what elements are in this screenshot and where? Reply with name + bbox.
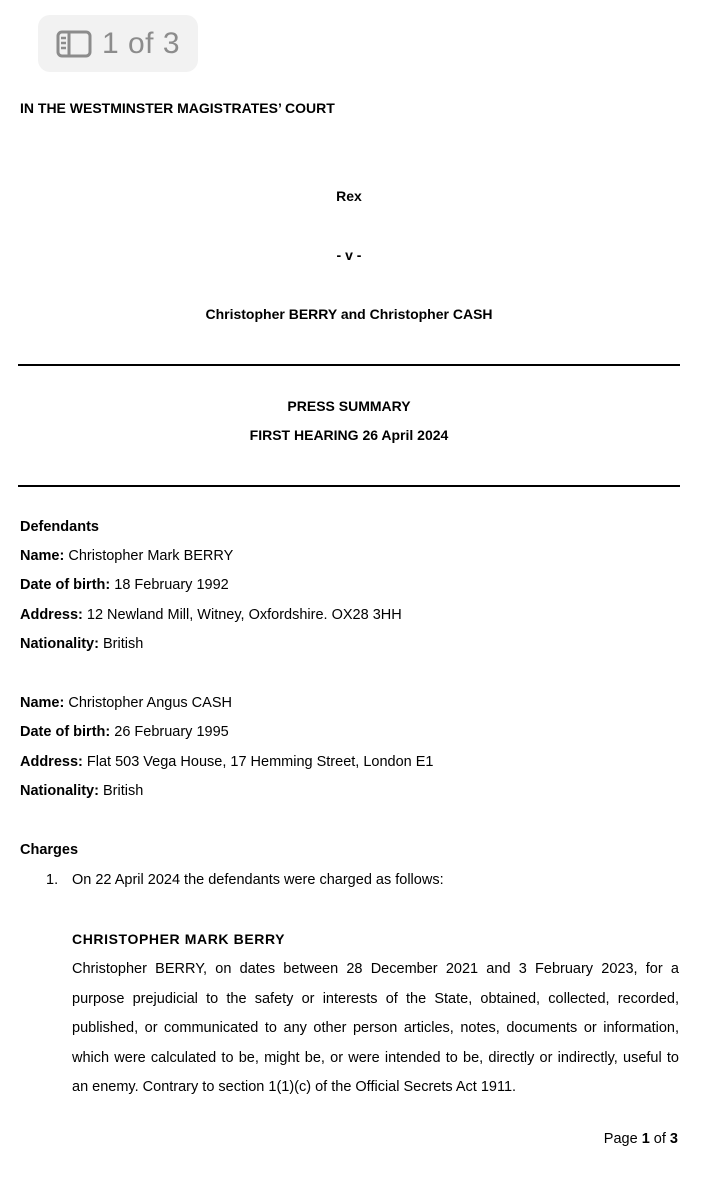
footer-total-pages: 3 — [669, 1131, 678, 1147]
defendant-2-dob — [20, 724, 229, 740]
address-label: Address: — [20, 607, 83, 623]
name-value: Christopher Mark BERRY — [68, 548, 234, 564]
sidebar-icon — [56, 30, 92, 58]
defendant-2-name — [20, 695, 232, 711]
prosecution: Rex — [336, 188, 362, 204]
name-value: Christopher Angus CASH — [68, 695, 232, 711]
nationality-value: British — [102, 636, 144, 652]
defendants-heading: Defendants — [20, 519, 99, 535]
defendant-1-dob — [20, 577, 229, 593]
address-label: Address: — [20, 754, 83, 770]
defendants-line: Christopher BERRY and Christopher CASH — [205, 306, 493, 322]
dob-label: Date of birth: — [20, 577, 111, 593]
charge-title: CHRISTOPHER MARK BERRY — [72, 931, 286, 947]
address-value: Flat 503 Vega House, 17 Hemming Street, London E1 — [86, 754, 434, 770]
defendant-1-address — [20, 607, 402, 623]
hearing-date: FIRST HEARING 26 April 2024 — [249, 427, 449, 443]
charge-text: Christopher BERRY, on dates between 28 December 2021 and 3 February 2023, for a purpose prejudicial to the safety or interests of the State, obtained, collected, recorded, published, or communicated to any other person articles, notes, documents or information, which were calculated to be, might be, or were intended to be, directly or indirectly, useful to an enemy. Contrary to section 1(1)(c) of the Official Secrets Act 1911. — [72, 961, 679, 1095]
page-indicator-text: 1 of 3 — [101, 26, 181, 60]
footer-page-word: Page — [603, 1131, 638, 1147]
nationality-label: Nationality: — [20, 783, 99, 799]
footer-current-page: 1 — [641, 1131, 650, 1147]
charge-item-number: 1. — [46, 872, 59, 888]
divider-bottom — [18, 485, 680, 487]
court-heading: IN THE WESTMINSTER MAGISTRATES’ COURT — [20, 100, 335, 116]
charge-item-text: On 22 April 2024 the defendants were charged as follows: — [72, 872, 444, 888]
footer-of-word: of — [653, 1131, 666, 1147]
name-label: Name: — [20, 548, 65, 564]
summary-title: PRESS SUMMARY — [287, 398, 411, 414]
page-footer — [604, 1131, 678, 1147]
charges-heading: Charges — [20, 842, 79, 858]
divider-top — [18, 364, 680, 366]
defendant-1-name — [20, 548, 233, 564]
nationality-label: Nationality: — [20, 636, 99, 652]
defendant-2-nationality — [20, 783, 143, 799]
name-label: Name: — [20, 695, 65, 711]
versus: - v - — [336, 247, 362, 263]
dob-value: 26 February 1995 — [114, 724, 229, 740]
dob-label: Date of birth: — [20, 724, 111, 740]
defendant-2-address — [20, 754, 434, 770]
address-value: 12 Newland Mill, Witney, Oxfordshire. OX28 3HH — [86, 607, 402, 623]
nationality-value: British — [102, 783, 144, 799]
dob-value: 18 February 1992 — [114, 577, 229, 593]
page-indicator[interactable] — [38, 15, 198, 72]
defendant-1-nationality — [20, 636, 143, 652]
